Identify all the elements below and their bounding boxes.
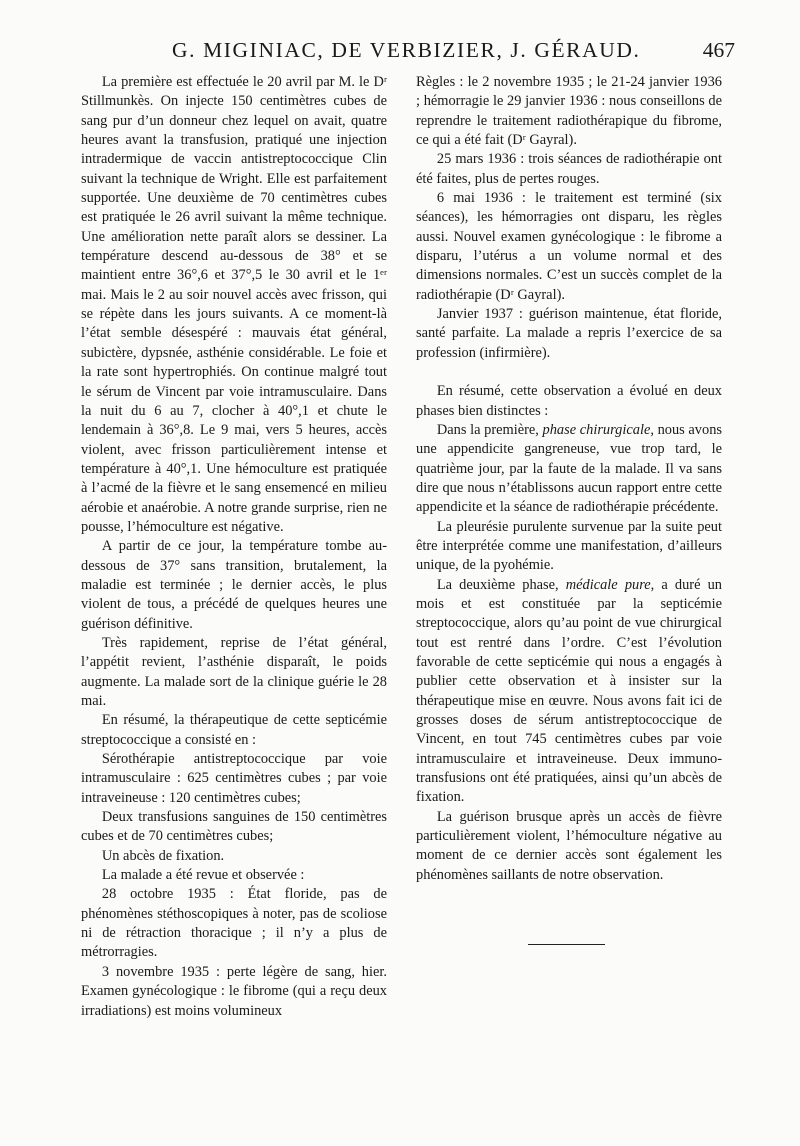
- paragraph: 3 novembre 1935 : perte légère de sang, hier. Examen gynécologique : le fibrome (qui a reçu deux irradiations) est moins volumineux: [81, 963, 387, 1019]
- paragraph: 28 octobre 1935 : État floride, pas de phénomènes stéthoscopiques à noter, pas de scoliose ni de rétraction thoracique ; il n’y a plus de métrorragies.: [81, 886, 387, 961]
- left-column: [81, 73, 387, 1021]
- running-head: G. MIGINIAC, DE VERBIZIER, J. GÉRAUD.: [172, 38, 641, 62]
- paragraph: Deux transfusions sanguines de 150 centimètres cubes et de 70 centimètres cubes;: [81, 809, 387, 845]
- paragraph: Très rapidement, reprise de l’état général, l’appétit revient, l’asthénie disparaît, le poids augmente. La malade sort de la clinique guérie le 28 mai.: [81, 634, 387, 709]
- paragraph: La première est effectuée le 20 avril par M. le Dʳ Stillmunkès. On injecte 150 centimètres cubes de sang pur d’un donneur chez lequel on avait, quatre heures avant la transfusion, pratiqué une injection intradermique de vaccin antistreptococcique Clin suivant la technique de Wright. Elle est parfaitement supportée. Une deuxième de 70 centimètres cubes est pratiquée le 26 avril suivant la même technique. Une amélioration nette paraît alors se dessiner. La température descend au-dessous de 38° et se maintient entre 36°,6 et 37°,5 le 30 avril et le 1ᵉʳ mai. Mais le 2 au soir nouvel accès avec frisson, qui se répète dans les jours suivants. A ce moment-là l’état semble désespéré : mauvais état général, subictère, dypsnée, asthénie considérable. Le foie et la rate sont hypertrophiés. On continue malgré tout le sérum de Vincent par voie intramusculaire. Dans la nuit du 6 au 7, clocher à 40°,1 et chute le lendemain à 36°,8. Le 9 mai, vers 5 heures, accès violent, avec frisson particulièrement intense et température à 40°,1. Une hémoculture est pratiquée à l’acmé de la fièvre et le sang ensemencé en milieu aérobie et anaérobie. A notre grande surprise, rien ne pousse, l’hémoculture est négative.: [81, 74, 387, 535]
- paragraph: [416, 421, 722, 518]
- paragraph: Un abcès de fixation.: [101, 847, 225, 864]
- text-run: , a duré un mois et est constituée par la septicémie streptococcique, alors qu’au point de vue chirurgical tout est rentré dans l’ordre. C’est l’évolution favorable de cette septicémie qui nous a engagés à publier cette observation et à insister sur la thérapeutique mise en œuvre. Nous avons fait ici de grosses doses de sérum antistreptococcique de Vincent, en tout 745 centimètres cubes par voie intramusculaire et intraveineuse. Deux immuno-transfusions ont été pratiquées, ainsi qu’un abcès de fixation.: [416, 576, 722, 806]
- paragraph: La guérison brusque après un accès de fièvre particulièrement violent, l’hémoculture négative au moment de ce dernier accès sont également les phénomènes saillants de notre observation.: [416, 808, 722, 883]
- italic-term: phase chirurgicale: [542, 421, 651, 438]
- text-run: , nous avons une appendicite gangreneuse, vue trop tard, le quatrième jour, par la faute de la malade. Il va sans dire que nous n’établissons aucun rapport entre cette appendicite et la séance de radiothérapie précédente.: [416, 421, 722, 516]
- text-run: Dans la première,: [436, 421, 543, 438]
- paragraph: Janvier 1937 : guérison maintenue, état floride, santé parfaite. La malade a repris l’exercice de sa profession (infirmière).: [416, 306, 722, 361]
- text-run: La deuxième phase,: [436, 576, 566, 593]
- right-column: [416, 73, 722, 885]
- page-number: 467: [702, 38, 735, 62]
- paragraph: Sérothérapie antistreptococcique par voie intramusculaire : 625 centimètres cubes ; par voie intraveineuse : 120 centimètres cubes;: [81, 751, 387, 806]
- paragraph: Règles : le 2 novembre 1935 ; le 21-24 janvier 1936 ; hémorragie le 29 janvier 1936 : nous conseillons de reprendre le traitement radiothérapique du fibrome, ce qui a été fait (Dʳ Gayral).: [416, 74, 722, 149]
- italic-term: médicale pure: [565, 576, 651, 593]
- paragraph: 25 mars 1936 : trois séances de radiothérapie ont été faites, plus de pertes rouges.: [416, 151, 722, 187]
- paragraph: 6 mai 1936 : le traitement est terminé (six séances), les hémorragies ont disparu, les règles aussi. Nouvel examen gynécologique : le fibrome a disparu, l’utérus a un volume normal et des dimensions normales. C’est un succès complet de la radiothérapie (Dʳ Gayral).: [416, 190, 722, 303]
- paragraph: [416, 576, 722, 808]
- page-header: [80, 38, 735, 72]
- paragraph: A partir de ce jour, la température tombe au-dessous de 37° sans transition, brutalement, la maladie est terminée ; le dernier accès, le plus violent de tous, a précédé de quelques heures une guérison définitive.: [81, 538, 387, 632]
- paragraph: En résumé, cette observation a évolué en deux phases bien distinctes :: [416, 383, 722, 419]
- paragraph: La malade a été revue et observée :: [101, 867, 305, 884]
- paragraph: En résumé, la thérapeutique de cette septicémie streptococcique a consisté en :: [81, 712, 387, 748]
- section-divider: [528, 944, 605, 945]
- paragraph: La pleurésie purulente survenue par la suite peut être interprétée comme une manifestation, d’ailleurs unique, de la pyohémie.: [416, 518, 722, 574]
